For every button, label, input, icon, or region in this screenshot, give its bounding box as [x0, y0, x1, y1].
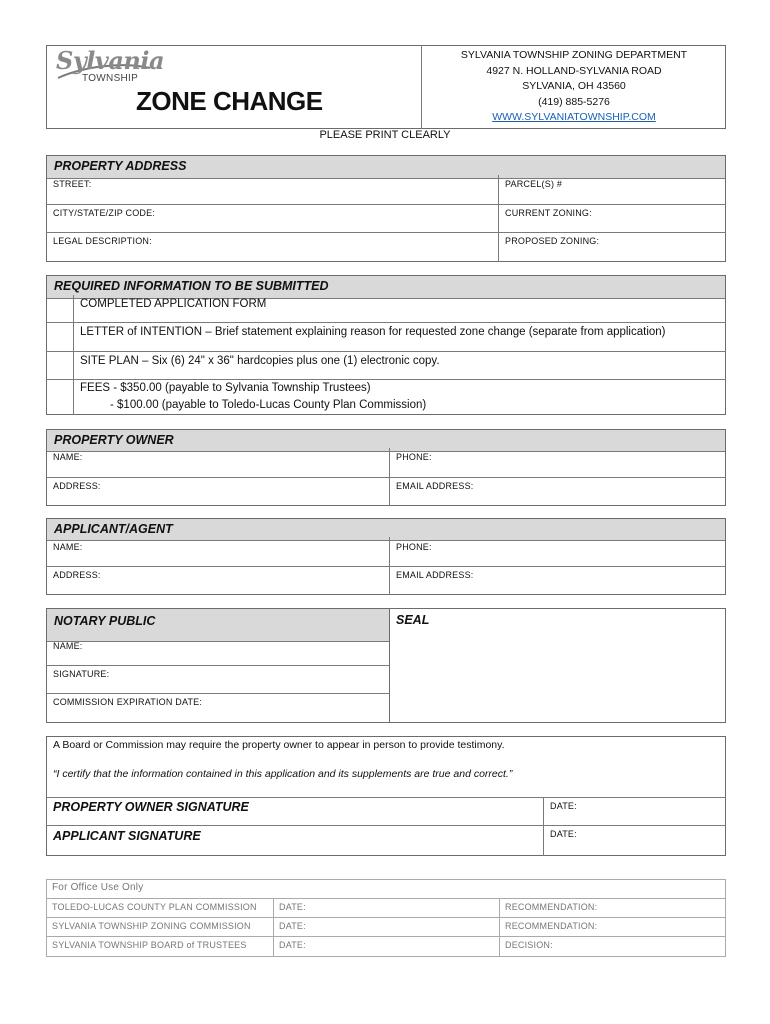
owner-email-field[interactable]: EMAIL ADDRESS: [396, 481, 474, 491]
property-address-heading: PROPERTY ADDRESS [47, 156, 725, 179]
logo-sub-text: TOWNSHIP [82, 73, 139, 84]
owner-address-field[interactable]: ADDRESS: [53, 481, 101, 491]
proposed-zoning-field[interactable]: PROPOSED ZONING: [505, 236, 600, 246]
notary-heading: NOTARY PUBLIC [47, 609, 389, 642]
board-testimony-note: A Board or Commission may require the property owner to appear in person to provide testimony. [53, 739, 505, 751]
office-row-result[interactable]: RECOMMENDATION: [505, 921, 598, 931]
owner-signature-field[interactable]: PROPERTY OWNER SIGNATURE [53, 800, 249, 814]
notary-signature-field[interactable]: SIGNATURE: [53, 669, 110, 679]
checkbox-column-divider [73, 295, 74, 415]
required-item-site-plan: SITE PLAN – Six (6) 24" x 36" hardcopies plus one (1) electronic copy. [80, 355, 440, 367]
office-row-body: SYLVANIA TOWNSHIP BOARD of TRUSTEES [52, 940, 247, 950]
agent-name-field[interactable]: NAME: [53, 542, 83, 552]
property-owner-section [46, 429, 726, 506]
owner-name-field[interactable]: NAME: [53, 452, 83, 462]
row-divider [46, 379, 726, 380]
row-divider [46, 936, 726, 937]
agent-phone-field[interactable]: PHONE: [396, 542, 432, 552]
row-divider [46, 477, 726, 478]
notary-name-field[interactable]: NAME: [53, 641, 83, 651]
print-clearly-note: PLEASE PRINT CLEARLY [319, 129, 451, 141]
row-divider [46, 566, 726, 567]
city-state-zip-field[interactable]: CITY/STATE/ZIP CODE: [53, 208, 156, 218]
applicant-agent-heading: APPLICANT/AGENT [47, 519, 725, 541]
column-divider [498, 175, 499, 262]
property-owner-heading: PROPERTY OWNER [47, 430, 725, 452]
office-row-body: SYLVANIA TOWNSHIP ZONING COMMISSION [52, 921, 251, 931]
row-divider [46, 898, 726, 899]
row-divider [46, 351, 726, 352]
applicant-signature-date-field[interactable]: DATE: [550, 829, 577, 839]
owner-phone-field[interactable]: PHONE: [396, 452, 432, 462]
dept-address2: SYLVANIA, OH 43560 [522, 80, 626, 92]
notary-expiration-field[interactable]: COMMISSION EXPIRATION DATE: [53, 697, 203, 707]
column-divider [389, 537, 390, 595]
row-divider [46, 204, 726, 205]
row-divider [46, 825, 726, 826]
legal-description-field[interactable]: LEGAL DESCRIPTION: [53, 236, 152, 246]
required-item-application: COMPLETED APPLICATION FORM [80, 298, 267, 310]
column-divider [543, 797, 544, 856]
logo-script-text: Sylvania [56, 46, 165, 75]
office-row-date[interactable]: DATE: [279, 921, 306, 931]
row-divider [46, 693, 390, 694]
row-divider [46, 665, 390, 666]
column-divider [273, 898, 274, 957]
dept-address1: 4927 N. HOLLAND-SYLVANIA ROAD [486, 64, 662, 77]
applicant-agent-section [46, 518, 726, 595]
page-title: ZONE CHANGE [136, 86, 323, 116]
required-info-heading: REQUIRED INFORMATION TO BE SUBMITTED [47, 276, 725, 299]
column-divider [499, 898, 500, 957]
required-item-fees-line2: - $100.00 (payable to Toledo-Lucas County Plan Commission) [110, 399, 427, 411]
required-info-section [46, 275, 726, 415]
agent-email-field[interactable]: EMAIL ADDRESS: [396, 570, 474, 580]
owner-signature-date-field[interactable]: DATE: [550, 801, 577, 811]
seal-heading: SEAL [396, 613, 430, 627]
applicant-signature-field[interactable]: APPLICANT SIGNATURE [53, 829, 201, 843]
office-row-date[interactable]: DATE: [279, 902, 306, 912]
certification-statement: “I certify that the information contained in this application and its supplements are true and correct.” [53, 768, 513, 780]
township-logo [54, 46, 165, 88]
seal-box [389, 608, 726, 723]
current-zoning-field[interactable]: CURRENT ZONING: [505, 208, 592, 218]
row-divider [46, 322, 726, 323]
column-divider [389, 448, 390, 506]
required-item-letter: LETTER of INTENTION – Brief statement explaining reason for requested zone change (separate from application) [80, 326, 666, 338]
agent-address-field[interactable]: ADDRESS: [53, 570, 101, 580]
dept-website-link[interactable]: WWW.SYLVANIATOWNSHIP.COM [492, 111, 656, 123]
office-row-result[interactable]: DECISION: [505, 940, 553, 950]
row-divider [46, 917, 726, 918]
row-divider [46, 797, 726, 798]
office-use-title: For Office Use Only [52, 882, 144, 893]
row-divider [46, 232, 726, 233]
dept-name: SYLVANIA TOWNSHIP ZONING DEPARTMENT [460, 49, 688, 61]
office-row-body: TOLEDO-LUCAS COUNTY PLAN COMMISSION [52, 902, 257, 912]
office-row-result[interactable]: RECOMMENDATION: [505, 902, 598, 912]
office-row-date[interactable]: DATE: [279, 940, 306, 950]
parcel-field[interactable]: PARCEL(S) # [505, 179, 563, 189]
required-item-fees: FEES - $350.00 (payable to Sylvania Township Trustees) [80, 382, 371, 394]
dept-info [422, 48, 726, 126]
street-field[interactable]: STREET: [53, 179, 92, 189]
dept-phone: (419) 885-5276 [538, 95, 610, 108]
